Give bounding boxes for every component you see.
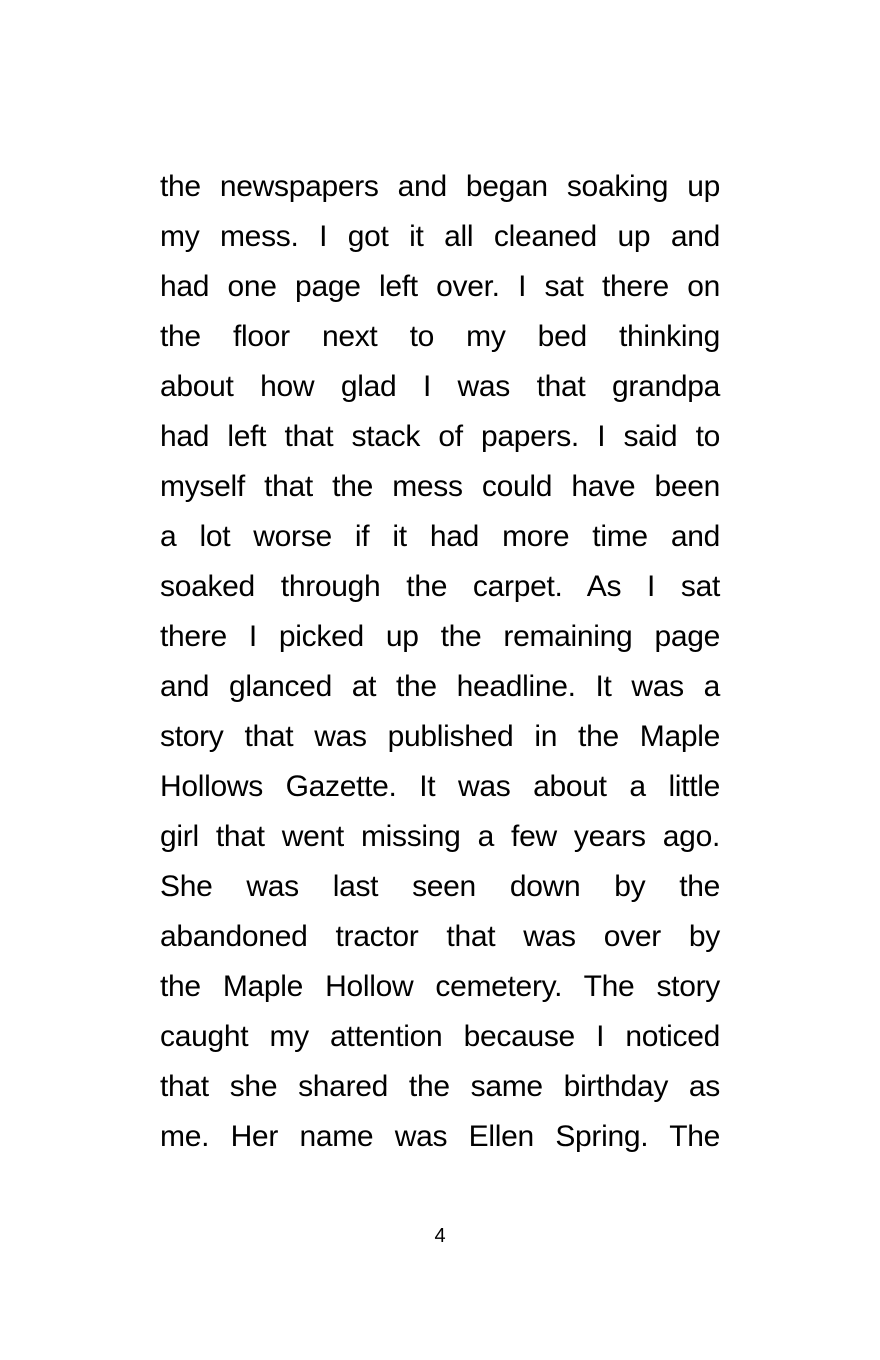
text-line: story that was published in the Maple	[160, 720, 720, 753]
text-line: the Maple Hollow cemetery. The story	[160, 970, 720, 1003]
text-line: me. Her name was Ellen Spring. The	[160, 1120, 720, 1153]
text-line: my mess. I got it all cleaned up and	[160, 220, 720, 253]
text-line: caught my attention because I noticed	[160, 1020, 720, 1053]
text-line: She was last seen down by the	[160, 870, 720, 903]
text-line: myself that the mess could have been	[160, 470, 720, 503]
text-line: the newspapers and began soaking up	[160, 170, 720, 203]
body-text	[160, 162, 720, 1162]
text-line: girl that went missing a few years ago.	[160, 820, 720, 853]
text-line: about how glad I was that grandpa	[160, 370, 720, 403]
text-line: abandoned tractor that was over by	[160, 920, 720, 953]
text-line: soaked through the carpet. As I sat	[160, 570, 720, 603]
text-line: a lot worse if it had more time and	[160, 520, 720, 553]
text-line: had one page left over. I sat there on	[160, 270, 720, 303]
text-line: there I picked up the remaining page	[160, 620, 720, 653]
text-line: had left that stack of papers. I said to	[160, 420, 720, 453]
text-line: the floor next to my bed thinking	[160, 320, 720, 353]
text-line: Hollows Gazette. It was about a little	[160, 770, 720, 803]
text-line: and glanced at the headline. It was a	[160, 670, 720, 703]
text-line: that she shared the same birthday as	[160, 1070, 720, 1103]
page-number: 4	[434, 1225, 446, 1247]
